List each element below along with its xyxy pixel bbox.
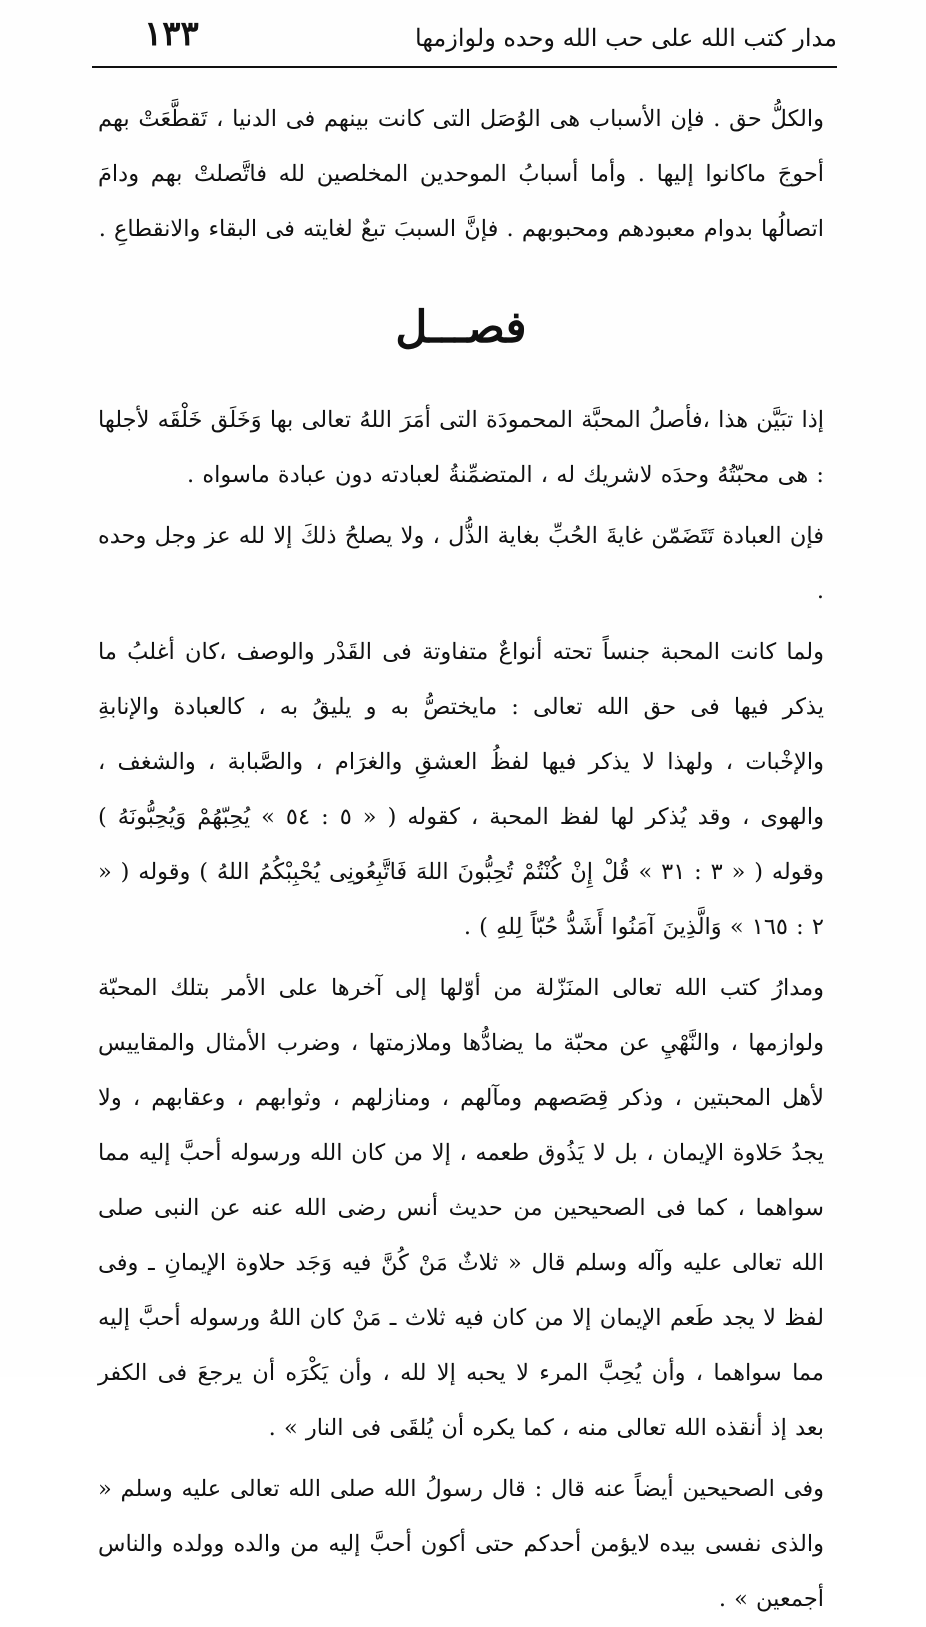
paragraph-types-of-love: ولما كانت المحبة جنساً تحته أنواعٌ متفاوتة فى القَدْر والوصف ،كان أغلبُ ما يذكر فيها فى حق الله تعالى : مايختصُّ به و يليقُ به ، كالعبادة والإنابةِ والإخْبات ، ولهذا لا يذكر فيها لفظُ العشقِ والغرَام ، والصَّبابة ، والشغف ، والهوى ، وقد يُذكر لها لفظ المحبة ، كقوله ( « ٥ : ٥٤ » يُحِبّهُمْ وَيُحِبُّونَهُ ) وقوله ( « ٣ : ٣١ » قُلْ إِنْ كُنْتُمْ تُحِبُّونَ اللهَ فَاتَّبِعُونِى يُحْبِبْكُمُ اللهُ ) وقوله ( « ٢ : ١٦٥ » وَالَّذِينَ آمَنُوا أَشَدُّ حُبّاً لِلهِ ) . — [98, 639, 825, 940]
paragraph-hadith-sahihayn: وفى الصحيحين أيضاً عنه قال : قال رسولُ الله صلى الله تعالى عليه وسلم « والذى نفسى بيده لايؤمن أحدكم حتى أكون أحبَّ إليه من والده وولده والناس أجمعين » . — [98, 1476, 824, 1612]
section-heading: فصـــل — [395, 302, 527, 353]
paragraph-closing-previous-section: والكلُّ حق . فإن الأسباب هى الوُصَل التى كانت بينهم فى الدنيا ، تَقطَّعَتْ بهم أحوجَ ماكانوا إليها . وأما أسبابُ الموحدين المخلصين لله فاتَّصلتْ بهم ودامَ اتصالُها بدوام معبودهم ومحبوبهم . فإنَّ السببَ تبعٌ لغايته فى البقاء والانقطاعِ . — [98, 106, 824, 242]
paragraph-scriptures-core: ومدارُ كتب الله تعالى المنَزّلة من أوّلها إلى آخرها على الأمر بتلك المحبّة ولوازمها ، والنَّهْيِ عن محبّة ما يضادُّها وملازمتها ، وضرب الأمثال والمقاييس لأهل المحبتين ، وذكر قِصَصهم ومآلهم ، ومنازلهم ، وثوابهم ، وعقابهم ، ولا يجدُ حَلاوة الإيمان ، بل لا يَذُوق طعمه ، إلا من كان الله ورسوله أحبَّ إليه مما سواهما ، كما فى الصحيحين من حديث أنس رضى الله عنه عن النبى صلى الله تعالى عليه وآله وسلم قال « ثلاثٌ مَنْ كُنَّ فيه وَجَد حلاوة الإيمانِ ـ وفى لفظ لا يجد طَعم الإيمان إلا من كان فيه ثلاث ـ مَنْ كان اللهُ ورسوله أحبَّ إليه مما سواهما ، وأن يُحِبَّ المرء لا يحبه إلا لله ، وأن يَكْرَه أن يرجعَ فى الكفر بعد إذ أنقذه الله تعالى منه ، كما يكره أن يُلقَى فى النار » . — [98, 975, 824, 1441]
header-divider — [92, 66, 837, 68]
page-body — [98, 92, 824, 1627]
page-number: ١٣٣ — [144, 14, 199, 54]
paragraph-origin-of-love: إذا تبَيَّن هذا ،فأصلُ المحبَّة المحمودَة التى أمَرَ اللهُ تعالى بها وَخَلَق خَلْقَه لأجلها : هى محبّتُهُ وحدَه لاشريك له ، المتضمِّنةُ لعبادته دون عبادة ماسواه . — [98, 407, 824, 488]
paragraph-worship-definition: فإن العبادة تَتَضَمّن غايةَ الحُبِّ بغاية الذُّل ، ولا يصلحُ ذلكَ إلا لله عز وجل وحده . — [98, 523, 824, 604]
running-title: مدار كتب الله على حب الله وحده ولوازمها — [415, 24, 837, 52]
page-header — [92, 14, 837, 64]
